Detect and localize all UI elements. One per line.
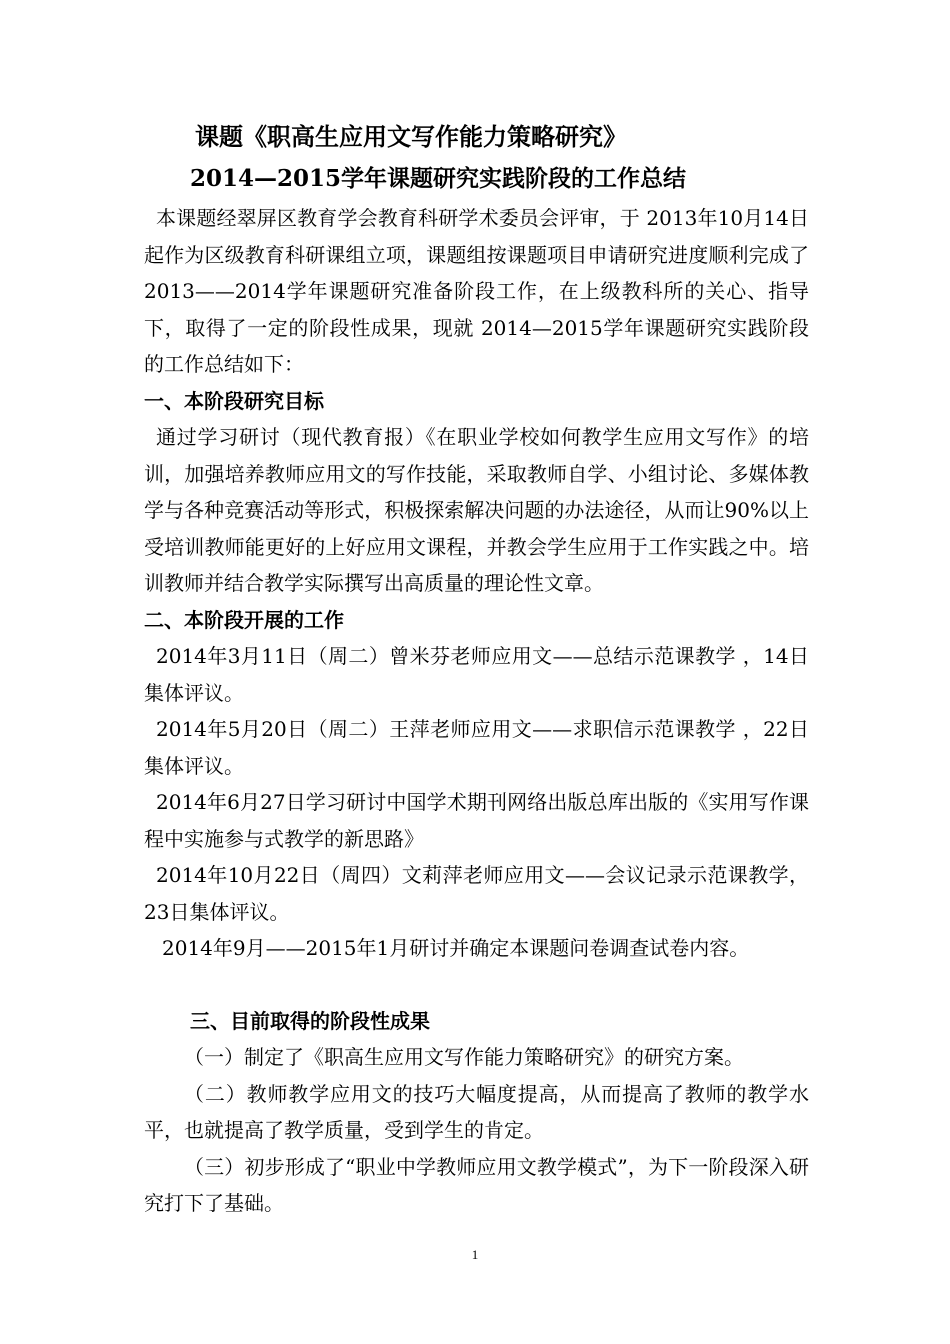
section1-paragraph: 通过学习研讨（现代教育报）《在职业学校如何教学生应用文写作》的培训，加强培养教师应用文的写作技能，采取教师自学、小组讨论、多媒体教学与各种竞赛活动等形式，积极探索解决问题的办法途径，从而让90%以上受培训教师能更好的上好应用文课程，并教会学生应用于工作实践之中。培训教师并结合教学实际撰写出高质量的理论性文章。 bbox=[144, 425, 809, 595]
result-item: （一）制定了《职高生应用文写作能力策略研究》的研究方案。 bbox=[184, 1045, 744, 1069]
work-item: 2014年5月20日（周二）王萍老师应用文——求职信示范课教学 ，22日集体评议。 bbox=[144, 717, 809, 778]
work-item: 2014年6月27日学习研讨中国学术期刊网络出版总库出版的《实用写作课程中实施参与式教学的新思路》 bbox=[144, 790, 809, 851]
result-item: （三）初步形成了“职业中学教师应用文教学模式”，为下一阶段深入研究打下了基础。 bbox=[144, 1154, 809, 1215]
work-item: 2014年10月22日（周四）文莉萍老师应用文——会议记录示范课教学，23日集体评议。 bbox=[144, 863, 809, 924]
work-item: 2014年9月——2015年1月研讨并确定本课题问卷调查试卷内容。 bbox=[162, 936, 750, 960]
work-item: 2014年3月11日（周二）曾米芬老师应用文——总结示范课教学 ，14日集体评议。 bbox=[144, 644, 809, 705]
section2-heading: 二、本阶段开展的工作 bbox=[144, 607, 344, 632]
document-subtitle: 2014—2015学年课题研究实践阶段的工作总结 bbox=[190, 165, 687, 192]
page-number: 1 bbox=[471, 1247, 479, 1262]
section3-heading: 三、目前取得的阶段性成果 bbox=[190, 1008, 430, 1033]
spacer bbox=[144, 967, 809, 1003]
result-item: （二）教师教学应用文的技巧大幅度提高，从而提高了教师的教学水平，也就提高了教学质量，受到学生的肯定。 bbox=[144, 1081, 809, 1142]
section1-heading: 一、本阶段研究目标 bbox=[144, 388, 324, 413]
document-body bbox=[144, 200, 809, 1222]
document-title: 课题《职高生应用文写作能力策略研究》 bbox=[195, 122, 627, 151]
intro-paragraph: 本课题经翠屏区教育学会教育科研学术委员会评审，于 2013年10月14日起作为区级教育科研课组立项，课题组按课题项目申请研究进度顺利完成了 2013——2014学年课题研究准备阶段工作，在上级教科所的关心、指导下，取得了一定的阶段性成果，现就 2014—2015学年课题研究实践阶段的工作总结如下： bbox=[144, 206, 809, 376]
